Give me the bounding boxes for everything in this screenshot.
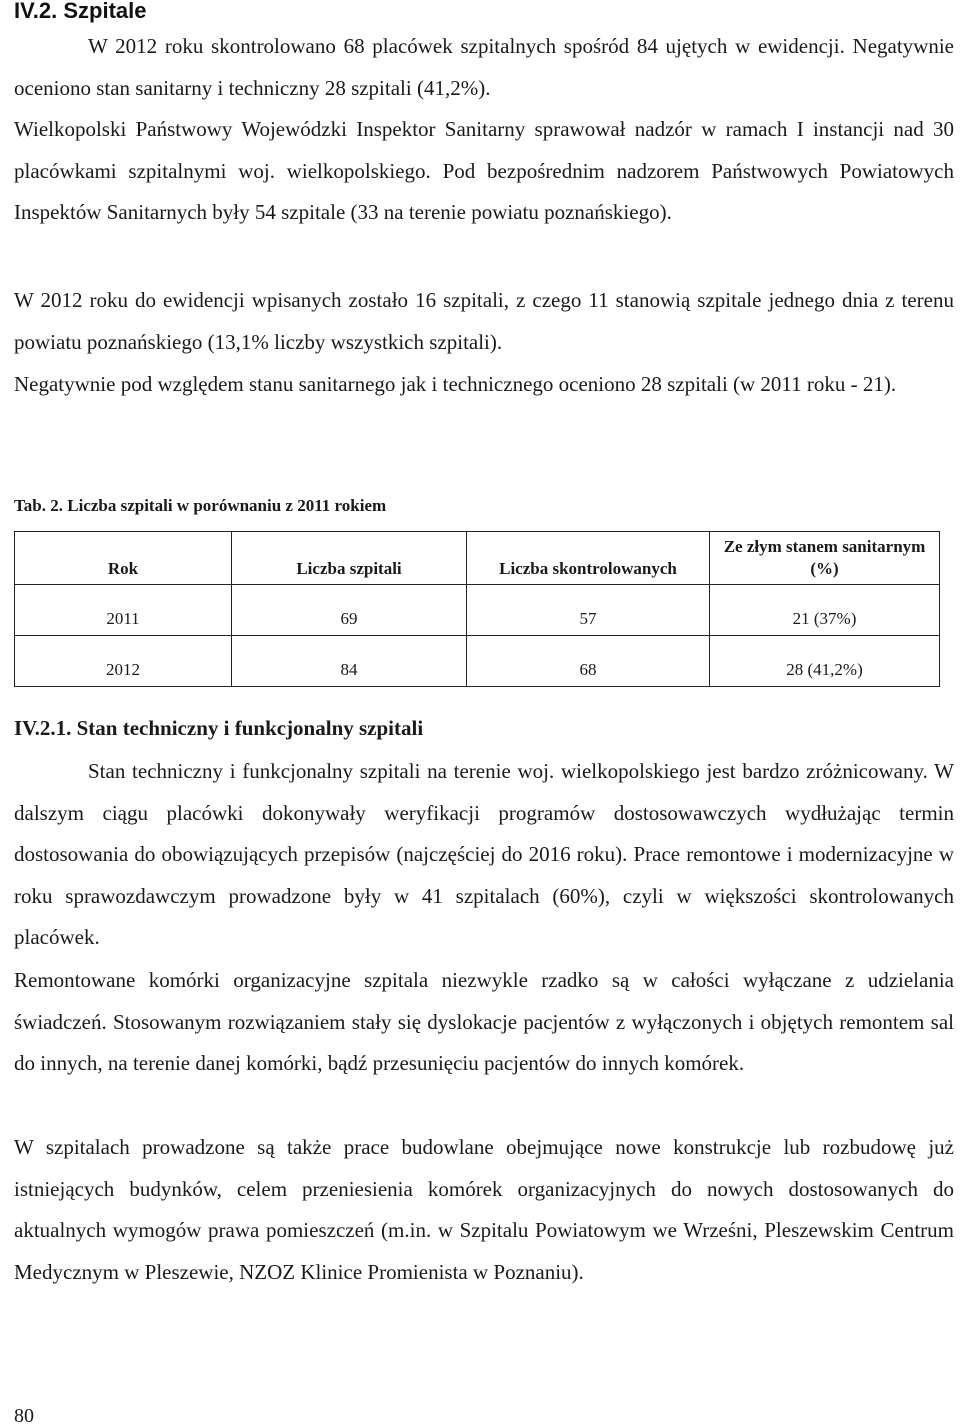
cell-year: 2011	[15, 585, 232, 636]
paragraph-inspection-summary: W 2012 roku skontrolowano 68 placówek szpitalnych spośród 84 ujętych w ewidencji. Negatywnie oceniono stan sanitarny i techniczny 28 szpitali (41,2%).	[14, 34, 954, 100]
header-inspected-count: Liczba skontrolowanych	[467, 532, 710, 585]
subsection-heading: IV.2.1. Stan techniczny i funkcjonalny szpitali	[14, 716, 424, 740]
paragraph-technical-state: Stan techniczny i funkcjonalny szpitali na terenie woj. wielkopolskiego jest bardzo zróżnicowany. W dalszym ciągu placówki dokonywały weryfikacji programów dostosowawczych wydłużając termin dostosowania do obowiązujących przepisów (najczęściej do 2016 roku). Prace remontowe i modernizacyjne w roku sprawozdawczym prowadzone były w 41 szpitalach (60%), czyli w większości skontrolowanych placówek.	[14, 759, 954, 950]
paragraph-registry: W 2012 roku do ewidencji wpisanych zostało 16 szpitali, z czego 11 stanowią szpitale jednego dnia z terenu powiatu poznańskiego (13,1% liczby wszystkich szpitali).	[14, 288, 954, 354]
cell-hospital-count: 69	[232, 585, 467, 636]
section-heading: IV.2. Szpitale	[14, 0, 147, 23]
hospitals-comparison-table	[14, 531, 940, 687]
header-hospital-count: Liczba szpitali	[232, 532, 467, 585]
paragraph-supervision: Wielkopolski Państwowy Wojewódzki Inspektor Sanitarny sprawował nadzór w ramach I instancji nad 30 placówkami szpitalnymi woj. wielkopolskiego. Pod bezpośrednim nadzorem Państwowych Powiatowych Inspektów Sanitarnych były 54 szpitale (33 na terenie powiatu poznańskiego).	[14, 117, 954, 225]
cell-poor-sanitary: 28 (41,2%)	[710, 636, 940, 687]
table-row	[15, 585, 940, 636]
paragraph-negative-assessment: Negatywnie pod względem stanu sanitarnego jak i technicznego oceniono 28 szpitali (w 2011 roku - 21).	[14, 372, 897, 396]
cell-inspected-count: 57	[467, 585, 710, 636]
cell-hospital-count: 84	[232, 636, 467, 687]
page-number: 80	[14, 1405, 34, 1427]
table-row	[15, 636, 940, 687]
table-caption: Tab. 2. Liczba szpitali w porównaniu z 2011 rokiem	[14, 496, 387, 515]
header-poor-sanitary: Ze złym stanem sanitarnym (%)	[710, 532, 940, 585]
header-year: Rok	[15, 532, 232, 585]
table-header-row	[15, 532, 940, 585]
cell-year: 2012	[15, 636, 232, 687]
cell-inspected-count: 68	[467, 636, 710, 687]
paragraph-renovations: Remontowane komórki organizacyjne szpitala niezwykle rzadko są w całości wyłączane z udzielania świadczeń. Stosowanym rozwiązaniem stały się dyslokacje pacjentów z wyłączonych i objętych remontem sal do innych, na terenie danej komórki, bądź przesunięciu pacjentów do innych komórek.	[14, 968, 954, 1076]
paragraph-construction: W szpitalach prowadzone są także prace budowlane obejmujące nowe konstrukcje lub rozbudowę już istniejących budynków, celem przeniesienia komórek organizacyjnych do nowych dostosowanych do aktualnych wymogów prawa pomieszczeń (m.in. w Szpitalu Powiatowym we Wrześni, Pleszewskim Centrum Medycznym w Pleszewie, NZOZ Klinice Promienista w Poznaniu).	[14, 1135, 954, 1284]
cell-poor-sanitary: 21 (37%)	[710, 585, 940, 636]
